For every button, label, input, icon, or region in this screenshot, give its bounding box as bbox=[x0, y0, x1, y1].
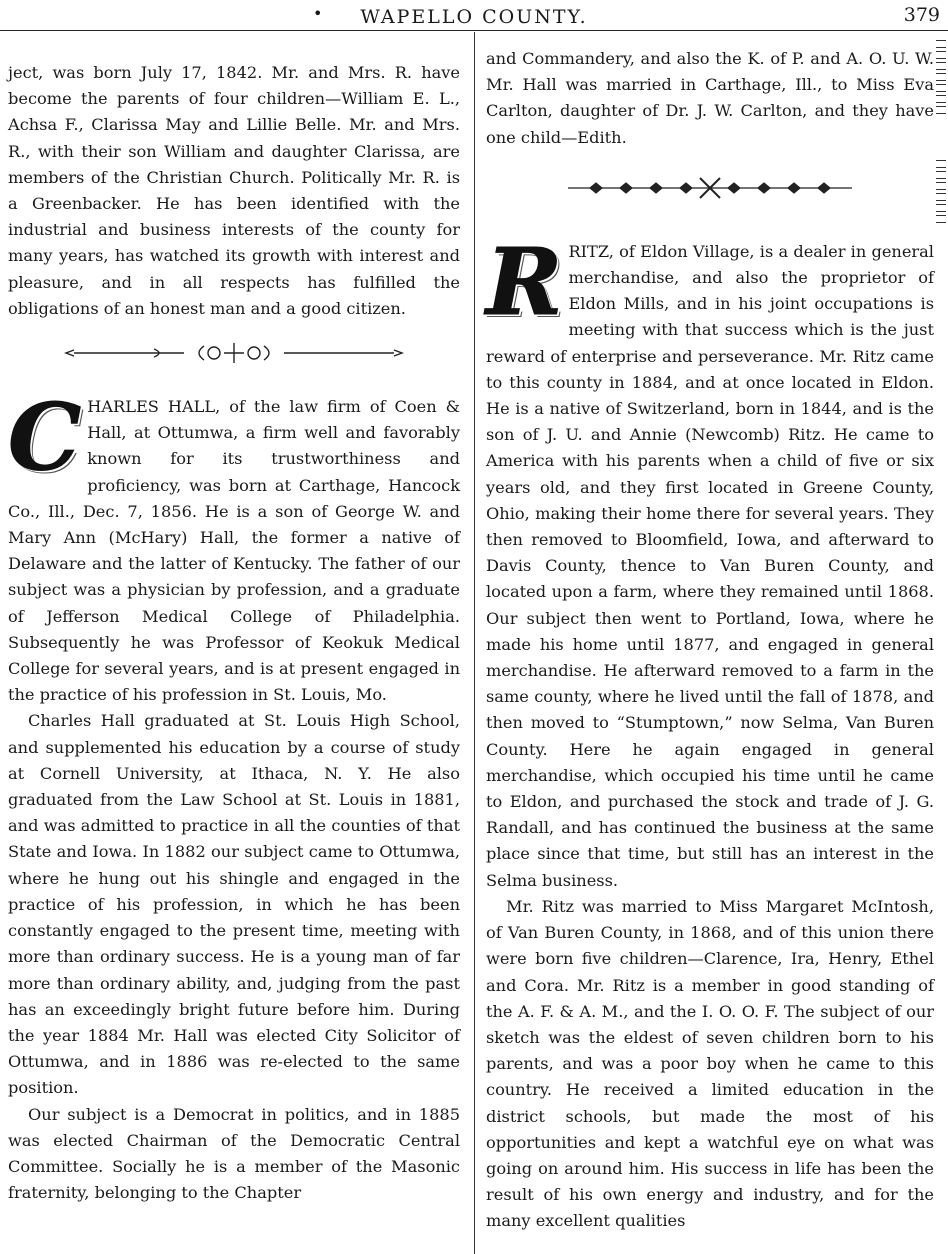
hall-sketch-intro bbox=[8, 383, 460, 708]
ritz-lead-name: RITZ, bbox=[568, 241, 614, 261]
page-number: 379 bbox=[903, 4, 940, 26]
dropcap-c: C bbox=[8, 383, 82, 492]
edge-binding-marks-top bbox=[936, 40, 946, 117]
section-ornament bbox=[8, 338, 460, 382]
ornament-vine-icon bbox=[560, 173, 860, 203]
right-column bbox=[486, 46, 934, 1235]
hall-para-1: of the law firm of Coen & Hall, at Ottumwa, a firm well and favorably known for its trustworthiness and proficiency, was born at Carthage, Hancock Co., Ill., Dec. 7, 1856. He is a son of George W. and Mary Ann (McHary) Hall, the former a native of Delaware and the latter of Kentucky. The father of our subject was a physician by profession, and a graduate of Jefferson Medical College of Philadelphia. Subsequently he was Professor of Keokuk Medical College for several years, and is at present engaged in the practice of his profession in St. Louis, Mo. bbox=[8, 397, 460, 705]
ornament-flourish-icon bbox=[64, 338, 404, 368]
hall-sketch-end: and Commandery, and also the K. of P. and A. O. U. W. Mr. Hall was married in Carthage, Ill., to Miss Eva Carlton, daughter of Dr. J. W. Carlton, and they have one child—Edith. bbox=[486, 49, 934, 147]
hall-para-2: Charles Hall graduated at St. Louis High School, and supplemented his education by a course of study at Cornell University, at Ithaca, N. Y. He also graduated from the Law School at St. Louis in 1881, and was admitted to practice in all the counties of that State and Iowa. In 1882 our subject came to Ottumwa, where he hung out his shingle and engaged in the practice of his profession, in which he has been constantly engaged to the present time, meeting with more than ordinary success. He is a young man of far more than ordinary ability, and, judging from the past has an exceedingly bright future before him. During the year 1884 Mr. Hall was elected City Solicitor of Ottumwa, and in 1886 was re-elected to the same position. bbox=[8, 711, 460, 1098]
section-ornament-right bbox=[486, 173, 934, 217]
ritz-para-1: of Eldon Village, is a dealer in general merchandise, and also the proprietor of Eldon Mills, and in his joint occupations is meeting with that success which is the just reward of enterprise and perseverance. Mr. Ritz came to this county in 1884, and at once located in Eldon. He is a native of Switzerland, born in 1844, and is the son of J. U. and Annie (Newcomb) Ritz. He came to America with his parents when a child of five or six years old, and they first located in Greene County, Ohio, making their home there for several years. They then removed to Bloomfield, Iowa, and afterward to Davis County, thence to Van Buren County, and located upon a farm, where they remained until 1868. Our subject then went to Portland, Iowa, where he made his home until 1877, and engaged in general merchandise. He afterward removed to a farm in the same county, where he lived until the fall of 1878, and then moved to “Stumptown,” now Selma, Van Buren County. Here he again engaged in general merchandise, which occupied his time until he came to Eldon, and purchased the stock and trade of J. G. Randall, and has continued the business at the same place since that time, but still has an interest in the Selma business. bbox=[486, 241, 934, 890]
hall-para-3: Our subject is a Democrat in politics, and in 1885 was elected Chairman of the Democratic Central Committee. Socially he is a member of the Masonic fraternity, belonging to the Chapter bbox=[8, 1104, 460, 1203]
header-dot: • bbox=[313, 4, 323, 23]
ritz-para-2: Mr. Ritz was married to Miss Margaret McIntosh, of Van Buren County, in 1868, and of this union there were born five children—Clarence, Ira, Henry, Ethel and Cora. Mr. Ritz is a member in good standing of the A. F. & A. M., and the I. O. O. F. The subject of our sketch was the eldest of seven children born to his parents, and was a poor boy when he came to this country. He received a limited education in the district schools, but made the most of his opportunities and kept a watchful eye on what was going on around him. His success in life has been the result of his own energy and industry, and for the many excellent qualities bbox=[486, 896, 934, 1231]
header-rule bbox=[0, 30, 948, 31]
edge-binding-marks-lower bbox=[936, 160, 946, 226]
page-title: WAPELLO COUNTY. bbox=[360, 6, 588, 28]
dropcap-r: R bbox=[486, 227, 563, 336]
left-column bbox=[8, 60, 460, 1206]
reeves-sketch-end: ject, was born July 17, 1842. Mr. and Mrs. R. have become the parents of four children—William E. L., Achsa F., Clarissa May and Lillie Belle. Mr. and Mrs. R., with their son William and daughter Clarissa, are members of the Christian Church. Politically Mr. R. is a Greenbacker. He has been identified with the industrial and business interests of the county for many years, has watched its growth with interest and pleasure, and in all respects has fulfilled the obligations of an honest man and a good citizen. bbox=[8, 63, 460, 318]
column-divider bbox=[474, 32, 475, 1254]
hall-lead-name: HARLES HALL, bbox=[87, 397, 221, 417]
ritz-sketch-intro bbox=[486, 227, 934, 894]
running-header bbox=[0, 4, 948, 32]
